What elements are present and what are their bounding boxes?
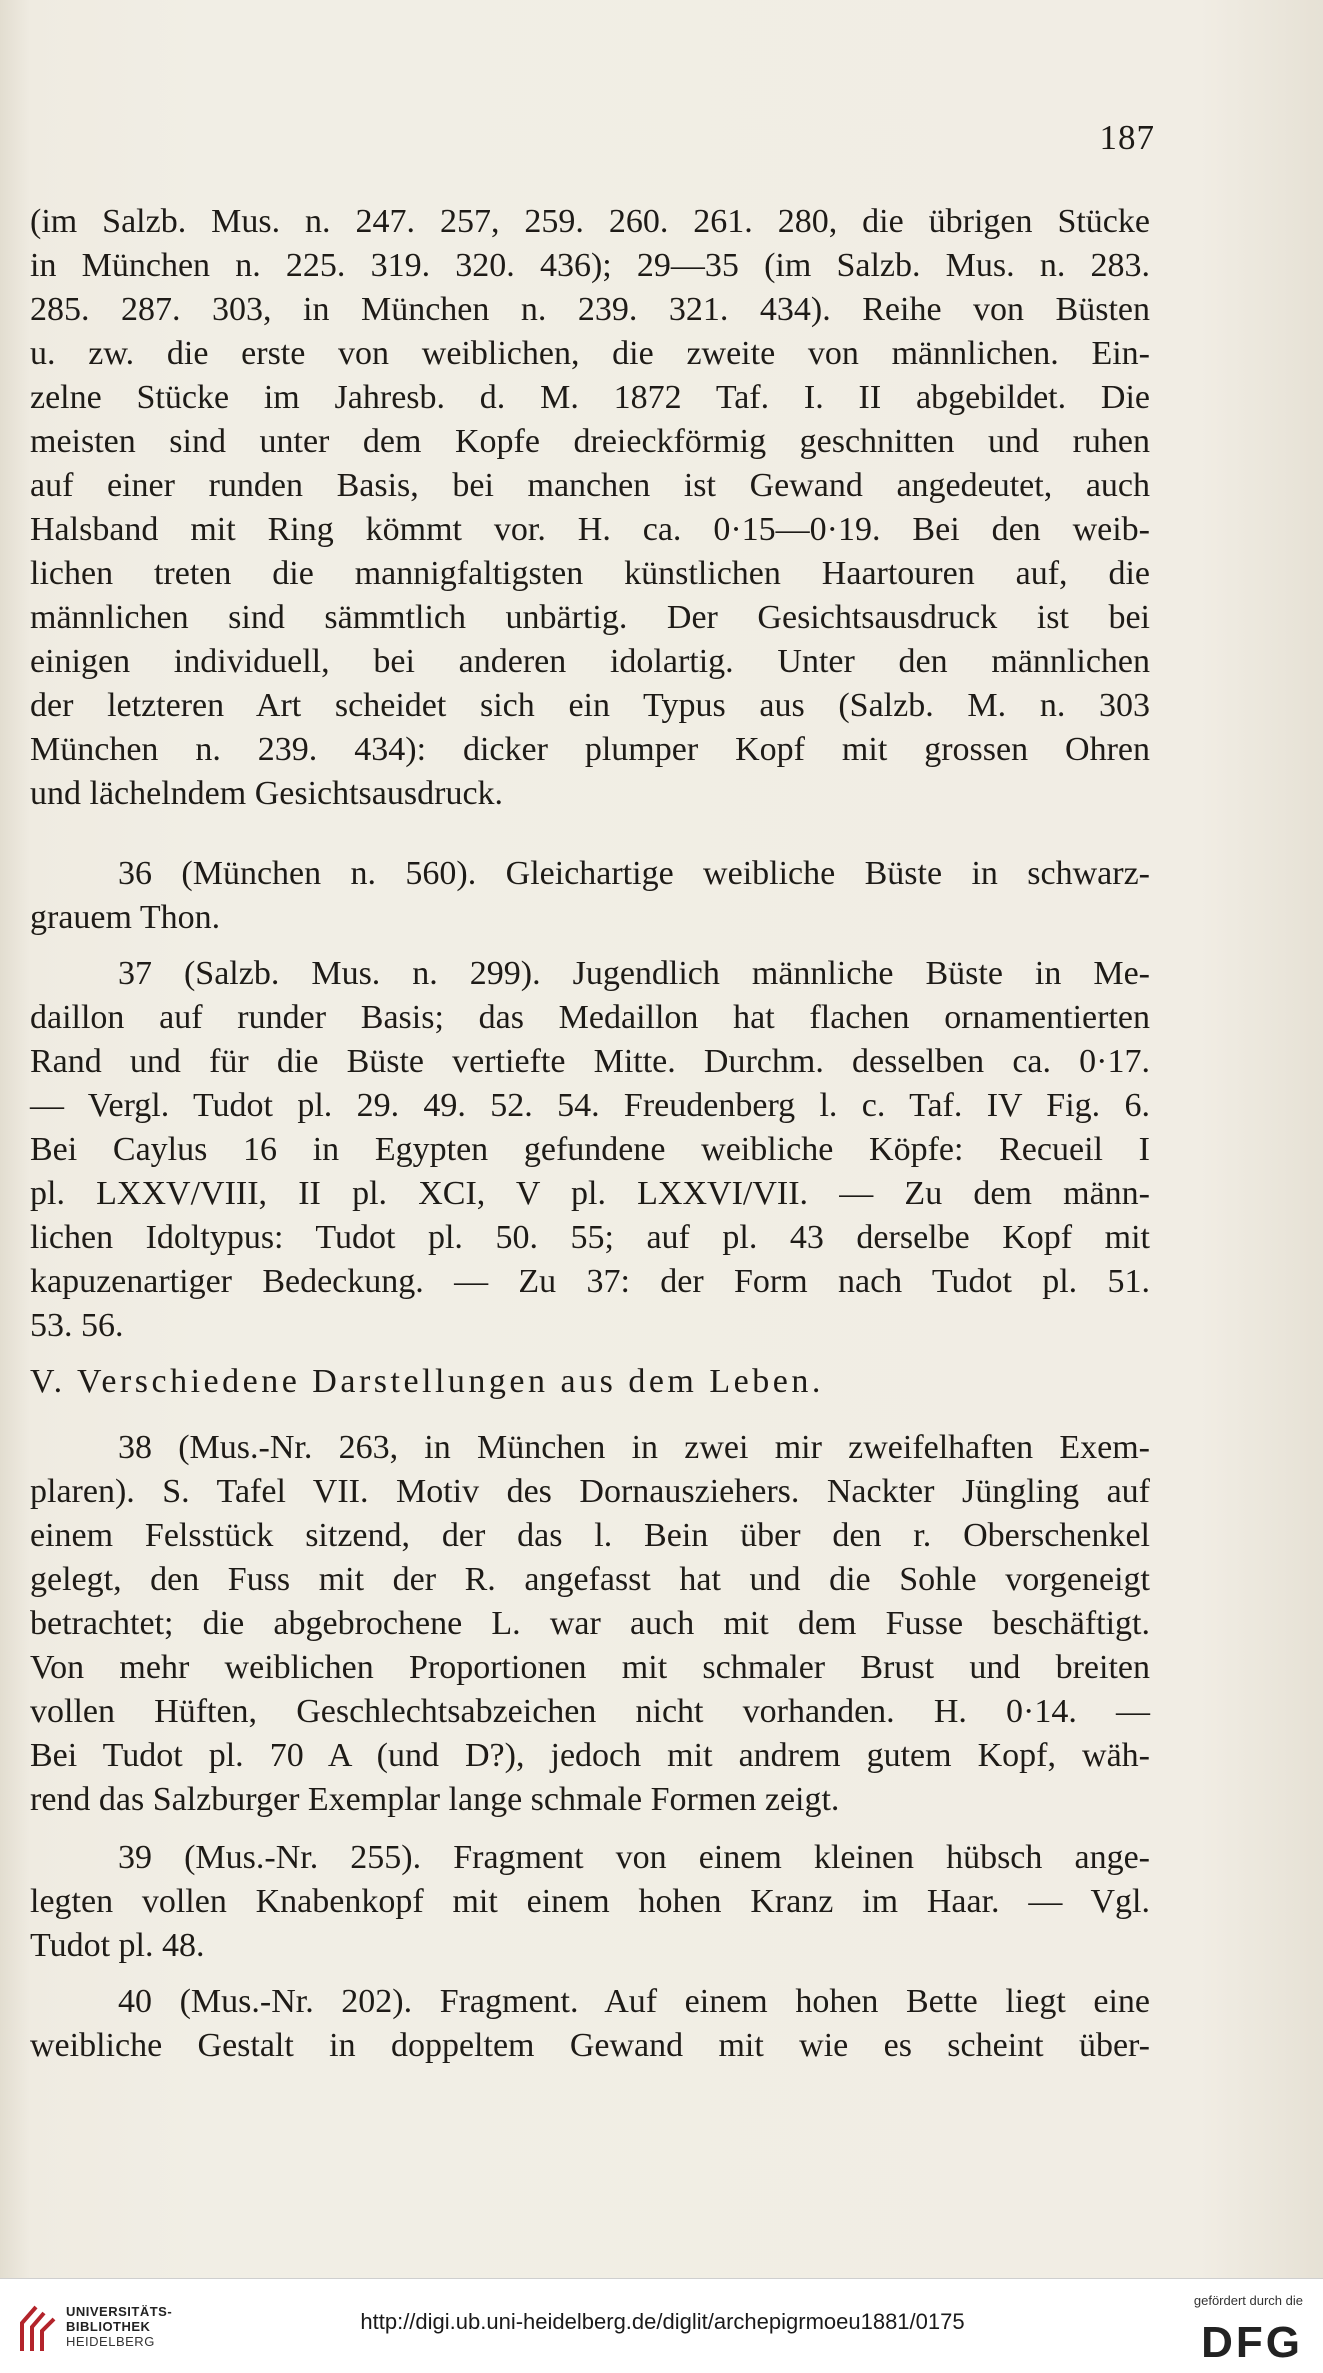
text-line: weibliche Gestalt in doppeltem Gewand mit wie es scheint über- (30, 2027, 1150, 2064)
text-line: vollen Hüften, Geschlechtsabzeichen nicht vorhanden. H. 0·14. — (30, 1693, 1150, 1730)
page-number: 187 (1099, 118, 1155, 157)
text-line: Von mehr weiblichen Proportionen mit schmaler Brust und breiten (30, 1649, 1150, 1686)
library-name-line: HEIDELBERG (66, 2334, 155, 2349)
text-line: zelne Stücke im Jahresb. d. M. 1872 Taf. I. II abgebildet. Die (30, 379, 1150, 416)
text-line: 36 (München n. 560). Gleichartige weibliche Büste in schwarz- (118, 855, 1150, 892)
text-line: einigen individuell, bei anderen idolartig. Unter den männlichen (30, 643, 1150, 680)
text-line: Rand und für die Büste vertiefte Mitte. Durchm. desselben ca. 0·17. (30, 1043, 1150, 1080)
text-line: legten vollen Knabenkopf mit einem hohen Kranz im Haar. — Vgl. (30, 1883, 1150, 1920)
text-line: 53. 56. (30, 1307, 124, 1344)
text-line: lichen treten die mannigfaltigsten künstlichen Haartouren auf, die (30, 555, 1150, 592)
text-line: 38 (Mus.-Nr. 263, in München in zwei mir zweifelhaften Exem- (118, 1429, 1150, 1466)
text-line: gelegt, den Fuss mit der R. angefasst hat und die Sohle vorgeneigt (30, 1561, 1150, 1598)
text-line: rend das Salzburger Exemplar lange schmale Formen zeigt. (30, 1781, 840, 1818)
text-line: männlichen sind sämmtlich unbärtig. Der Gesichtsausdruck ist bei (30, 599, 1150, 636)
permalink[interactable]: http://digi.ub.uni-heidelberg.de/diglit/archepigrmoeu1881/0175 (360, 2309, 965, 2334)
text-line: betrachtet; die abgebrochene L. war auch mit dem Fusse beschäftigt. (30, 1605, 1150, 1642)
text-line: Bei Caylus 16 in Egypten gefundene weibliche Köpfe: Recueil I (30, 1131, 1150, 1168)
text-line: u. zw. die erste von weiblichen, die zweite von männlichen. Ein- (30, 335, 1150, 372)
text-line: pl. LXXV/VIII, II pl. XCI, V pl. LXXVI/VII. — Zu dem männ- (30, 1175, 1150, 1212)
text-line: München n. 239. 434): dicker plumper Kopf mit grossen Ohren (30, 731, 1150, 768)
text-line: in München n. 225. 319. 320. 436); 29—35 (im Salzb. Mus. n. 283. (30, 247, 1150, 284)
university-library-logo-icon (14, 2301, 58, 2353)
text-line: grauem Thon. (30, 899, 221, 936)
dfg-logo: DFG (1201, 2318, 1303, 2367)
viewer-footer (0, 2278, 1323, 2373)
text-line: lichen Idoltypus: Tudot pl. 50. 55; auf pl. 43 derselbe Kopf mit (30, 1219, 1150, 1256)
text-line: Halsband mit Ring kömmt vor. H. ca. 0·15—0·19. Bei den weib- (30, 511, 1150, 548)
text-line: 37 (Salzb. Mus. n. 299). Jugendlich männliche Büste in Me- (118, 955, 1150, 992)
text-line: auf einer runden Basis, bei manchen ist Gewand angedeutet, auch (30, 467, 1150, 504)
text-line: der letzteren Art scheidet sich ein Typus aus (Salzb. M. n. 303 (30, 687, 1150, 724)
text-line: einem Felsstück sitzend, der das l. Bein über den r. Oberschenkel (30, 1517, 1150, 1554)
text-line: (im Salzb. Mus. n. 247. 257, 259. 260. 261. 280, die übrigen Stücke (30, 203, 1150, 240)
text-line: und lächelndem Gesichtsausdruck. (30, 775, 504, 812)
library-name-line: BIBLIOTHEK (66, 2319, 151, 2334)
text-line: 40 (Mus.-Nr. 202). Fragment. Auf einem hohen Bette liegt eine (118, 1983, 1150, 2020)
text-line: Tudot pl. 48. (30, 1927, 205, 1964)
library-name (66, 2304, 172, 2349)
funded-by-label: gefördert durch die (1193, 2293, 1303, 2308)
text-line: daillon auf runder Basis; das Medaillon hat flachen ornamentierten (30, 999, 1150, 1036)
text-line: meisten sind unter dem Kopfe dreieckförmig geschnitten und ruhen (30, 423, 1150, 460)
text-line: Bei Tudot pl. 70 A (und D?), jedoch mit andrem gutem Kopf, wäh- (30, 1737, 1150, 1774)
text-line: — Vergl. Tudot pl. 29. 49. 52. 54. Freudenberg l. c. Taf. IV Fig. 6. (30, 1087, 1150, 1124)
text-line: kapuzenartiger Bedeckung. — Zu 37: der Form nach Tudot pl. 51. (30, 1263, 1150, 1300)
text-line: plaren). S. Tafel VII. Motiv des Dornausziehers. Nackter Jüngling auf (30, 1473, 1150, 1510)
section-heading: V. Verschiedene Darstellungen aus dem Leben. (30, 1363, 824, 1400)
library-name-line: UNIVERSITÄTS- (66, 2304, 173, 2319)
text-line: 285. 287. 303, in München n. 239. 321. 434). Reihe von Büsten (30, 291, 1150, 328)
text-line: 39 (Mus.-Nr. 255). Fragment von einem kleinen hübsch ange- (118, 1839, 1150, 1876)
